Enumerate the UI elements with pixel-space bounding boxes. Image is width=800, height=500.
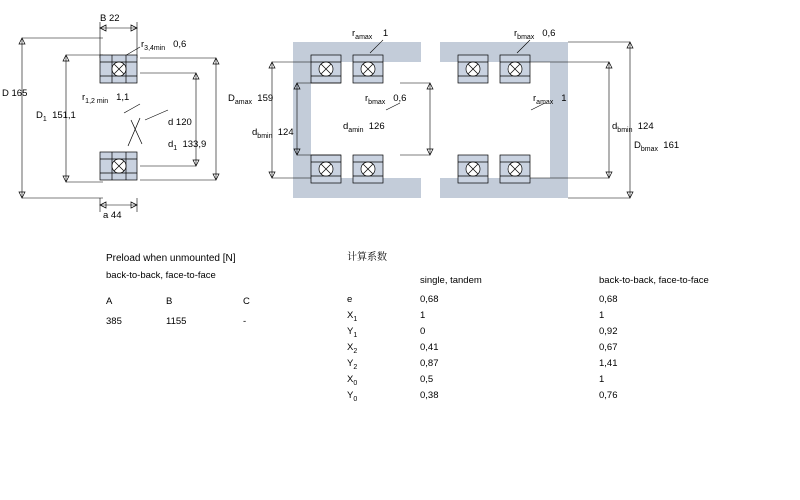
table-row: $Y_0$	[347, 390, 358, 403]
table-cell: 0,41	[420, 342, 439, 353]
table-row: $X_0$	[347, 374, 358, 387]
right-dim-lines	[517, 40, 633, 198]
label-dbmin-middle: $d_{bmin}$ 124	[252, 127, 294, 140]
preload-val-A: 385	[106, 316, 122, 327]
table-cell: 0,87	[420, 358, 439, 369]
label-ramax-middle: $r_{amax}$ 1	[352, 28, 389, 41]
label-d-bore: d 120	[168, 117, 192, 128]
label-rbmax-right: $r_{bmax}$ 0,6	[514, 28, 556, 41]
preload-val-C: -	[243, 316, 247, 327]
table-cell: 1	[420, 310, 426, 321]
factors-col1-header: single, tandem	[420, 275, 482, 286]
factors-col2-header: back-to-back, face-to-face	[599, 275, 709, 286]
table-row: e	[347, 294, 353, 305]
label-D1: $D_1$ 151,1	[36, 110, 76, 123]
table-row: $X_2$	[347, 342, 358, 355]
label-Damax: $D_{amax}$ 159	[228, 93, 274, 106]
label-B: B 22	[100, 13, 120, 24]
preload-val-B: 1155	[166, 316, 187, 327]
preload-subtitle: back-to-back, face-to-face	[106, 270, 216, 281]
label-d1-small: $d_1$ 133,9	[168, 139, 207, 152]
label-a: a 44	[103, 210, 122, 221]
left-bearing-upper-section	[100, 55, 137, 83]
label-rbmax-middle: $r_{bmax}$ 0,6	[365, 93, 407, 106]
table-cell: 0,5	[420, 374, 434, 385]
label-D-outer: D 165	[2, 88, 28, 99]
table-row: $Y_1$	[347, 326, 358, 339]
preload-title: Preload when unmounted [N]	[106, 253, 236, 264]
table-cell: 0,67	[599, 342, 618, 353]
preload-col-C: C	[243, 296, 250, 307]
table-row: $Y_2$	[347, 358, 358, 371]
table-cell: 0,92	[599, 326, 618, 337]
table-cell: 1	[599, 374, 605, 385]
table-cell: 0,76	[599, 390, 618, 401]
middle-assembly	[293, 42, 568, 198]
label-r12min: $r_{1,2 min}$ 1,1	[82, 92, 130, 105]
label-dbmin-right: $d_{bmin}$ 124	[612, 121, 654, 134]
table-cell: 1	[599, 310, 605, 321]
table-cell: 0	[420, 326, 426, 337]
table-cell: 0,68	[420, 294, 439, 305]
label-damin: $d_{amin}$ 126	[343, 121, 385, 134]
left-bearing-lower-section	[100, 118, 142, 180]
label-Dbmax: $D_{bmax}$ 161	[634, 140, 680, 153]
preload-col-B: B	[166, 296, 173, 307]
label-ramax-right: $r_{amax}$ 1	[533, 93, 567, 106]
label-r34min: $r_{3,4min}$ 0,6	[141, 39, 187, 52]
table-cell: 0,38	[420, 390, 439, 401]
table-cell: 0,68	[599, 294, 618, 305]
table-row: $X_1$	[347, 310, 358, 323]
factors-title: 计算系数	[347, 252, 387, 263]
table-cell: 1,41	[599, 358, 618, 369]
preload-col-A: A	[106, 296, 113, 307]
